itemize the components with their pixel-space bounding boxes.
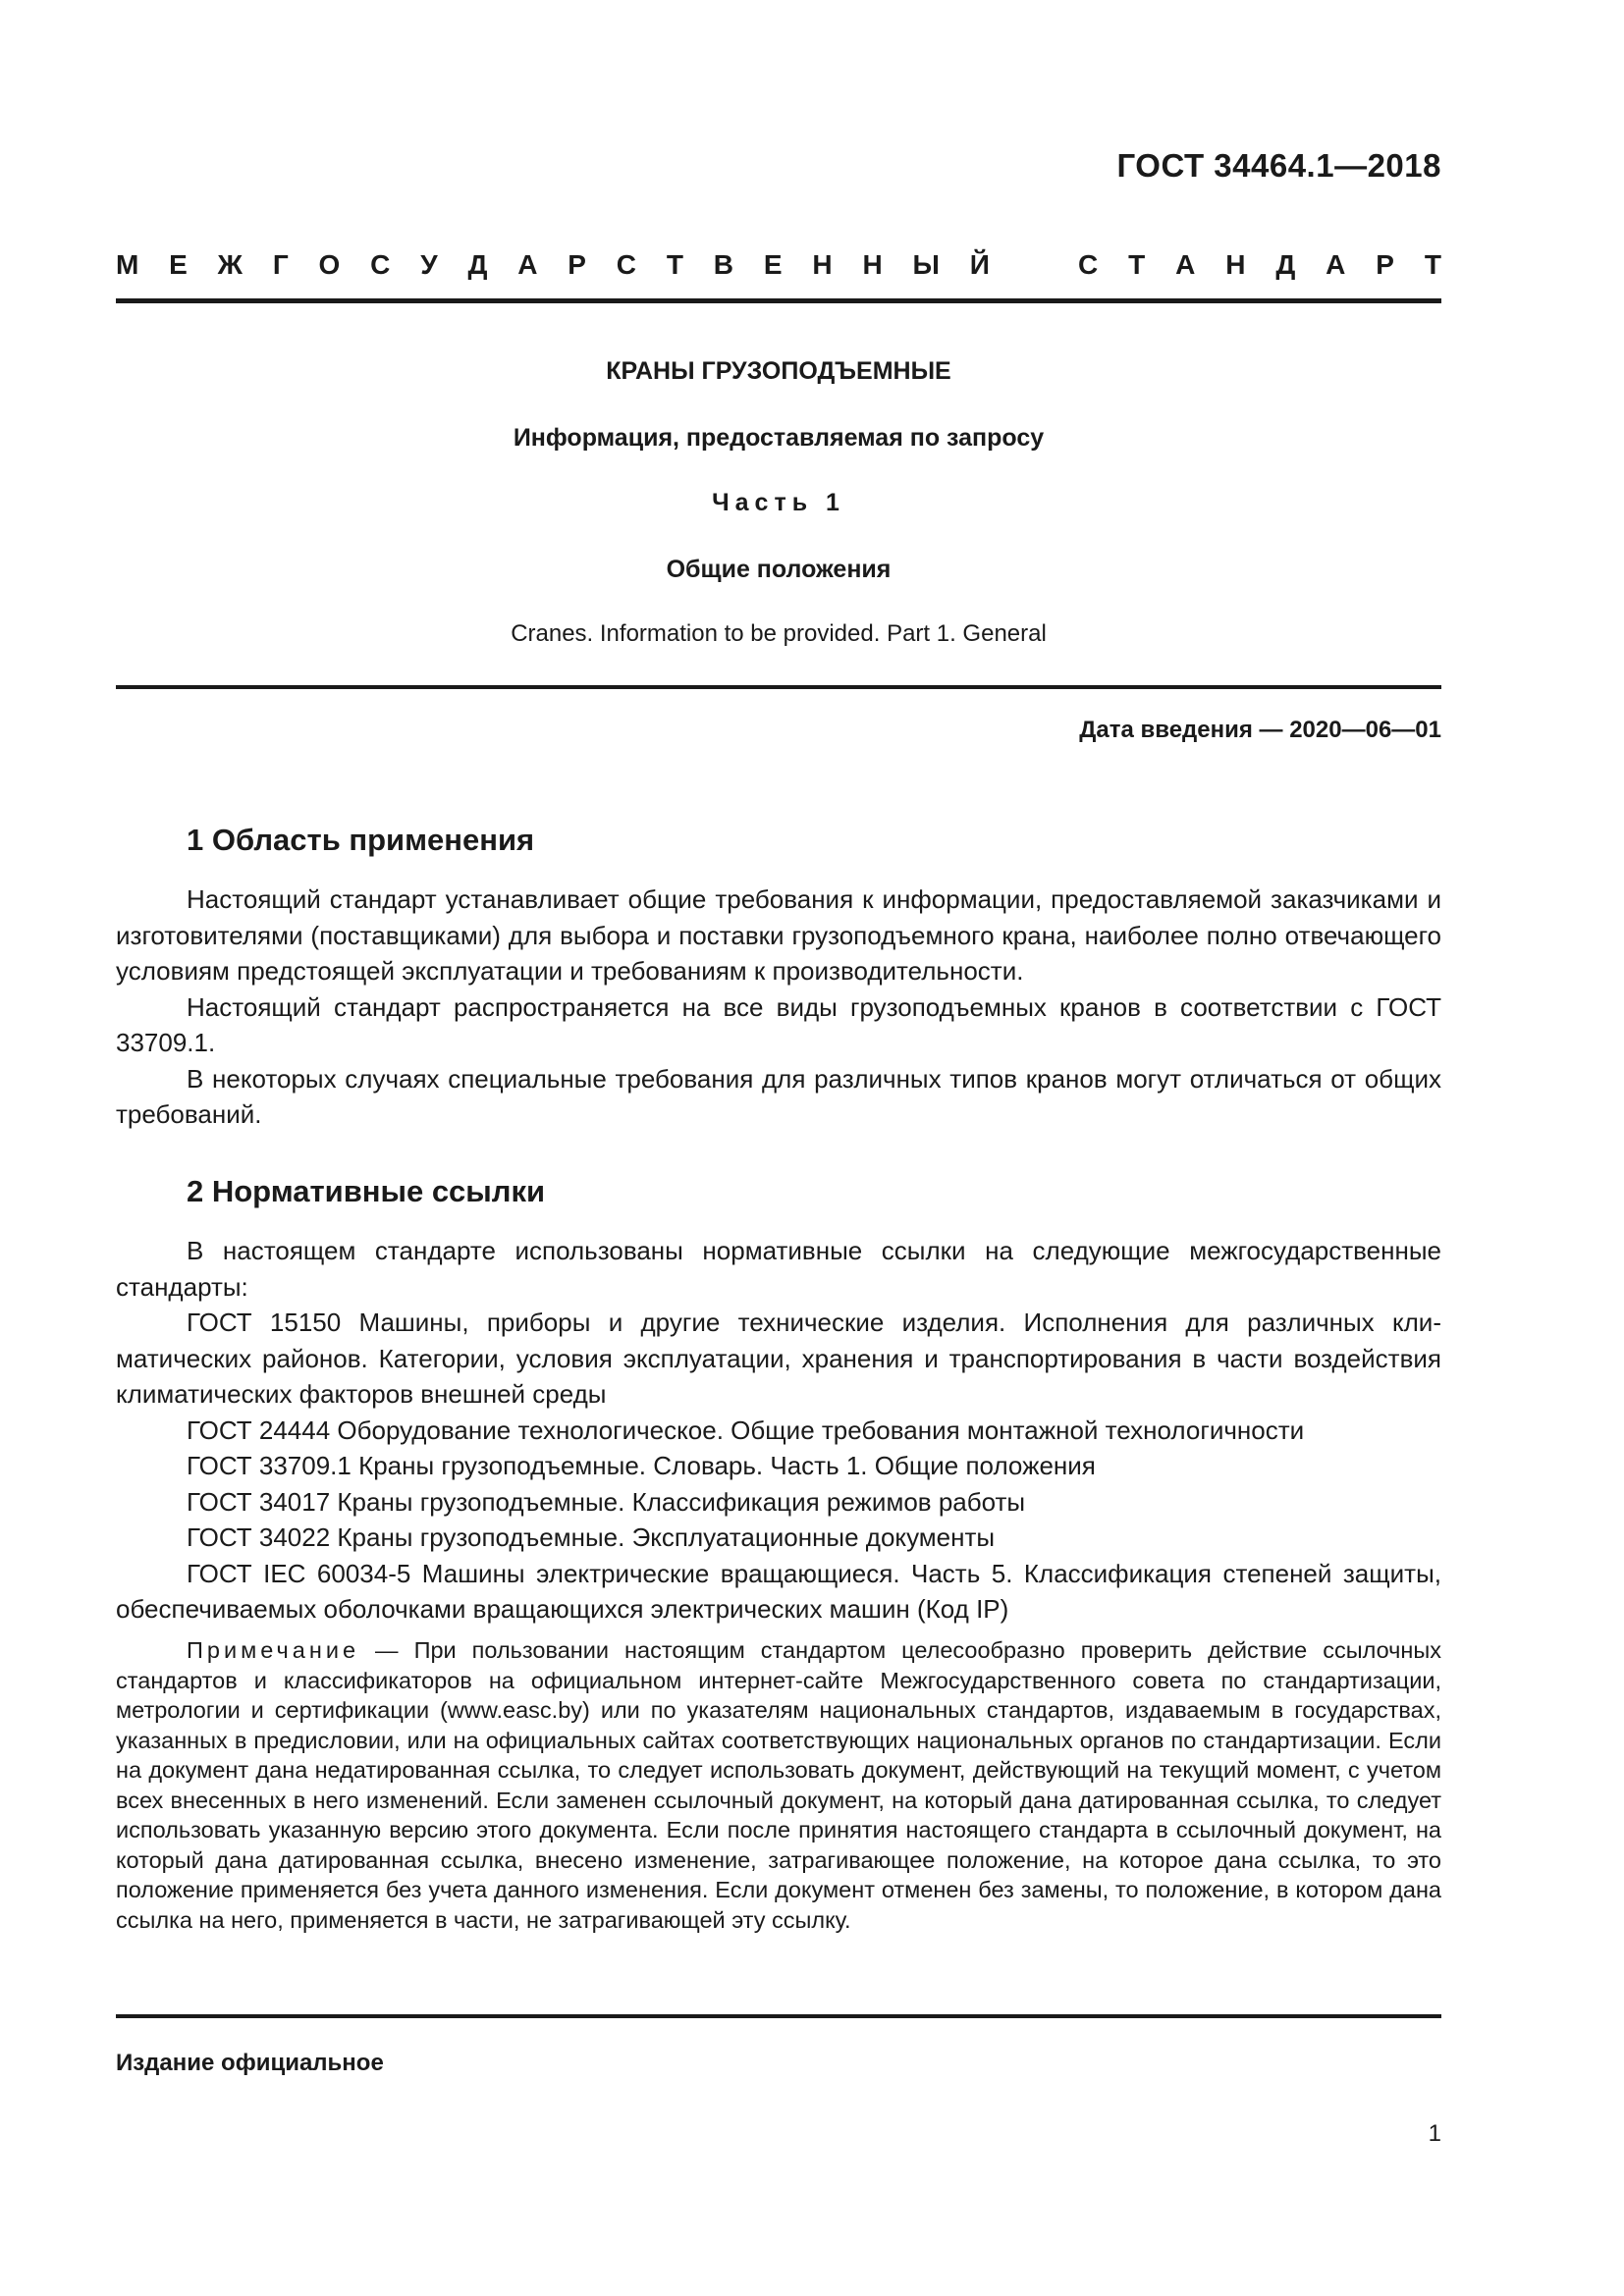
introduction-date: Дата введения — 2020—06—01 (1079, 717, 1441, 743)
page-number: 1 (1428, 2120, 1441, 2147)
document-page (116, 0, 1441, 2296)
banner-letter: Е (169, 249, 188, 280)
banner-letter: Т (1424, 249, 1441, 280)
document-number: ГОСТ 34464.1—2018 (1116, 147, 1441, 184)
reference-entry: ГОСТ 34017 Краны грузоподъемные. Классификация режимов работы (187, 1486, 1026, 1517)
banner-letter: Н (1225, 249, 1246, 280)
banner-letter: Д (1275, 249, 1296, 280)
banner-letter: С (1078, 249, 1099, 280)
banner-letter: Е (763, 249, 783, 280)
banner-letter: Ж (217, 249, 243, 280)
section-1-paragraph: В некоторых случаях специальные требования для различных типов кранов могут отличаться от общих требований. (116, 1063, 1441, 1129)
title-subtitle: Информация, предоставляемая по запросу (513, 424, 1045, 452)
title-part: Часть 1 (712, 489, 845, 516)
banner-letter: Н (862, 249, 883, 280)
banner-letter: Р (1376, 249, 1394, 280)
note-text: — При пользовании настоящим стандартом целесообразно проверить действие ссылочных стандартов и классификаторов на официальном интернет-сайте Межгосударственного совета по стандартизации, метрологии и сертификации (www.easc.by) или по указателям национальных стандартов, издаваемым в государствах, указанных в предисловии, или на официальных сайтах соответствующих национальных органов по стандартизации. Если на документ дана недатированная ссылка, то следует использовать документ, действующий на текущий момент, с учетом всех внесенных в него изменений. Если заменен ссылочный документ, на который дана датированная ссылка, то следует использовать указанную версию этого документа. Если после принятия настоящего стандарта в ссылочный документ, на который дана датированная ссылка, внесено изменение, затрагивающее положение, на которое дана ссылка, то это положение применяется без учета данного изменения. Если документ отменен без замены, то положение, в котором дана ссылка на него, применяется в части, не затрагивающей эту ссылку. (116, 1637, 1441, 1933)
reference-entry: ГОСТ IEC 60034-5 Машины электрические вращающиеся. Часть 5. Классификация степеней защиты, обеспечиваемых оболочками вращающихся электрических машин (Код IP) (116, 1558, 1441, 1624)
banner-letter: С (616, 249, 637, 280)
banner-letter: Г (272, 249, 289, 280)
banner-letter: Й (969, 249, 990, 280)
banner-letter: А (517, 249, 538, 280)
edition-label: Издание официальное (116, 2050, 384, 2076)
header-divider (116, 298, 1441, 303)
reference-entry: ГОСТ 15150 Машины, приборы и другие технические изделия. Исполнения для различных климатических районов. Категории, условия эксплуатации, хранения и транспортирования в части воздействия климатических факторов внешней среды (116, 1308, 1441, 1409)
title-divider (116, 685, 1441, 689)
section-2-heading: 2 Нормативные ссылки (187, 1174, 546, 1208)
banner-letter: О (318, 249, 341, 280)
banner-letter: А (1326, 249, 1346, 280)
section-1-paragraph: Настоящий стандарт распространяется на все виды грузоподъемных кранов в соответствии с ГОСТ 33709.1. (116, 991, 1441, 1057)
section-1-body (116, 881, 1441, 1133)
reference-entry: ГОСТ 33709.1 Краны грузоподъемные. Словарь. Часть 1. Общие положения (187, 1451, 1096, 1480)
banner-letter: Т (1128, 249, 1146, 280)
reference-entry: ГОСТ 34022 Краны грузоподъемные. Эксплуатационные документы (187, 1522, 996, 1552)
banner-letter: Р (568, 249, 586, 280)
standard-type-word-1 (116, 249, 990, 281)
section-2-body (116, 1233, 1441, 1628)
note-block (116, 1635, 1441, 1935)
title-english: Cranes. Information to be provided. Part 1. General (511, 620, 1047, 647)
standard-type-banner (116, 249, 1441, 281)
title-main: КРАНЫ ГРУЗОПОДЪЕМНЫЕ (606, 357, 951, 385)
section-1-heading: 1 Область применения (187, 823, 535, 857)
banner-letter: Т (666, 249, 683, 280)
banner-letter: Д (467, 249, 488, 280)
banner-letter: С (370, 249, 391, 280)
reference-entry: ГОСТ 24444 Оборудование технологическое. Общие требования монтажной технологичности (187, 1415, 1305, 1445)
standard-type-word-2 (1078, 249, 1441, 281)
banner-letter: У (420, 249, 438, 280)
banner-letter: Н (812, 249, 833, 280)
title-part-name: Общие положения (666, 556, 892, 583)
banner-letter: М (116, 249, 139, 280)
banner-letter: Ы (912, 249, 940, 280)
section-1-paragraph: Настоящий стандарт устанавливает общие требования к информации, предоставляемой заказчиками и изготовителями (поставщиками) для выбора и поставки грузоподъемного крана, наиболее полно отвечающего условиям предстоящей эксплуатации и требованиям к производительности. (116, 884, 1441, 986)
banner-letter: А (1175, 249, 1196, 280)
banner-letter: В (713, 249, 734, 280)
footer-divider (116, 2014, 1441, 2018)
note-label: Примечание (187, 1637, 360, 1663)
reference-paragraph: В настоящем стандарте использованы нормативные ссылки на следующие межгосударственные стандарты: (116, 1236, 1441, 1302)
